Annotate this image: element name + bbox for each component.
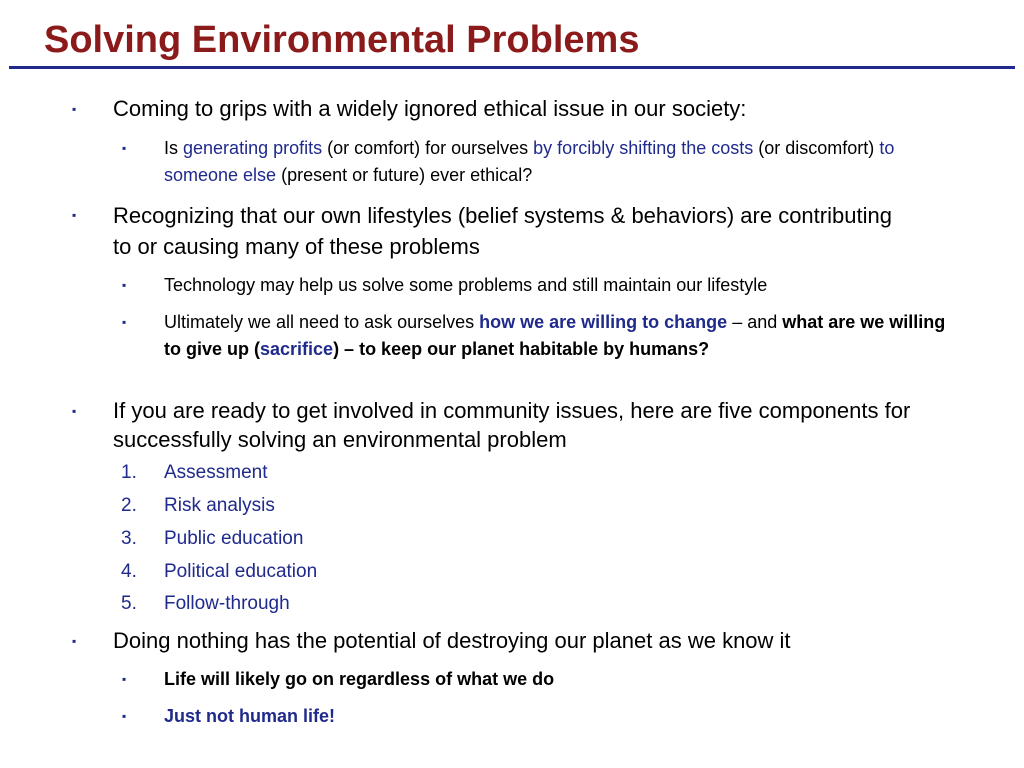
- step-label: Follow-through: [164, 593, 290, 614]
- text-run: (or discomfort): [753, 138, 880, 158]
- bullet-icon: ▪: [122, 278, 127, 292]
- bullet-icon: ▪: [122, 141, 127, 155]
- text-run: (or comfort) for ourselves: [322, 138, 534, 158]
- bullet-4-sub-1: Life will likely go on regardless of what we do: [164, 669, 555, 689]
- step-label: Risk analysis: [164, 495, 275, 516]
- bullet-icon: ▪: [122, 672, 127, 686]
- bullet-3-text: If you are ready to get involved in community issues, here are five components for successfully solving an environmental problem: [113, 398, 911, 452]
- text-run: Is: [164, 138, 184, 158]
- text-run: Ultimately we all need to ask ourselves: [164, 312, 480, 332]
- text-run-highlight: how we are willing to change: [479, 312, 728, 332]
- text-run: – and: [727, 312, 783, 332]
- bullet-4-text: Doing nothing has the potential of destroying our planet as we know it: [113, 628, 791, 653]
- bullet-icon: ▪: [122, 709, 127, 723]
- bullet-2-text: Recognizing that our own lifestyles (belief systems & behaviors) are contributing to or causing many of these problems: [113, 203, 892, 259]
- text-run-highlight: to someone else: [164, 138, 895, 185]
- text-run: (present or future) ever ethical?: [276, 165, 533, 185]
- bullet-2-sub-1: Technology may help us solve some problems and still maintain our lifestyle: [164, 275, 768, 295]
- bullet-2-sub-2: [164, 309, 954, 363]
- step-number: 4.: [121, 561, 137, 582]
- bullet-4-sub-2: Just not human life!: [164, 706, 335, 726]
- step-label: Assessment: [164, 462, 268, 483]
- bullet-icon: ▪: [122, 315, 127, 329]
- bullet-icon: ▪: [72, 208, 77, 222]
- bullet-1-text: Coming to grips with a widely ignored ethical issue in our society:: [113, 96, 747, 121]
- step-number: 5.: [121, 593, 137, 614]
- bullet-icon: ▪: [72, 404, 77, 418]
- text-run-bold: ) – to keep our planet habitable by humans?: [333, 339, 710, 359]
- step-label: Public education: [164, 528, 304, 549]
- text-run-highlight: generating profits: [183, 138, 323, 158]
- slide-title: Solving Environmental Problems: [44, 19, 640, 61]
- step-number: 3.: [121, 528, 137, 549]
- bullet-icon: ▪: [72, 634, 77, 648]
- step-number: 2.: [121, 495, 137, 516]
- text-run-highlight: sacrifice: [260, 339, 334, 359]
- text-run-highlight: by forcibly shifting the costs: [533, 138, 754, 158]
- step-number: 1.: [121, 462, 137, 483]
- bullet-1-sub-1: [164, 135, 964, 189]
- bullet-icon: ▪: [72, 102, 77, 116]
- step-label: Political education: [164, 561, 318, 582]
- text-run-bold: what are we willing to give up (: [164, 312, 946, 359]
